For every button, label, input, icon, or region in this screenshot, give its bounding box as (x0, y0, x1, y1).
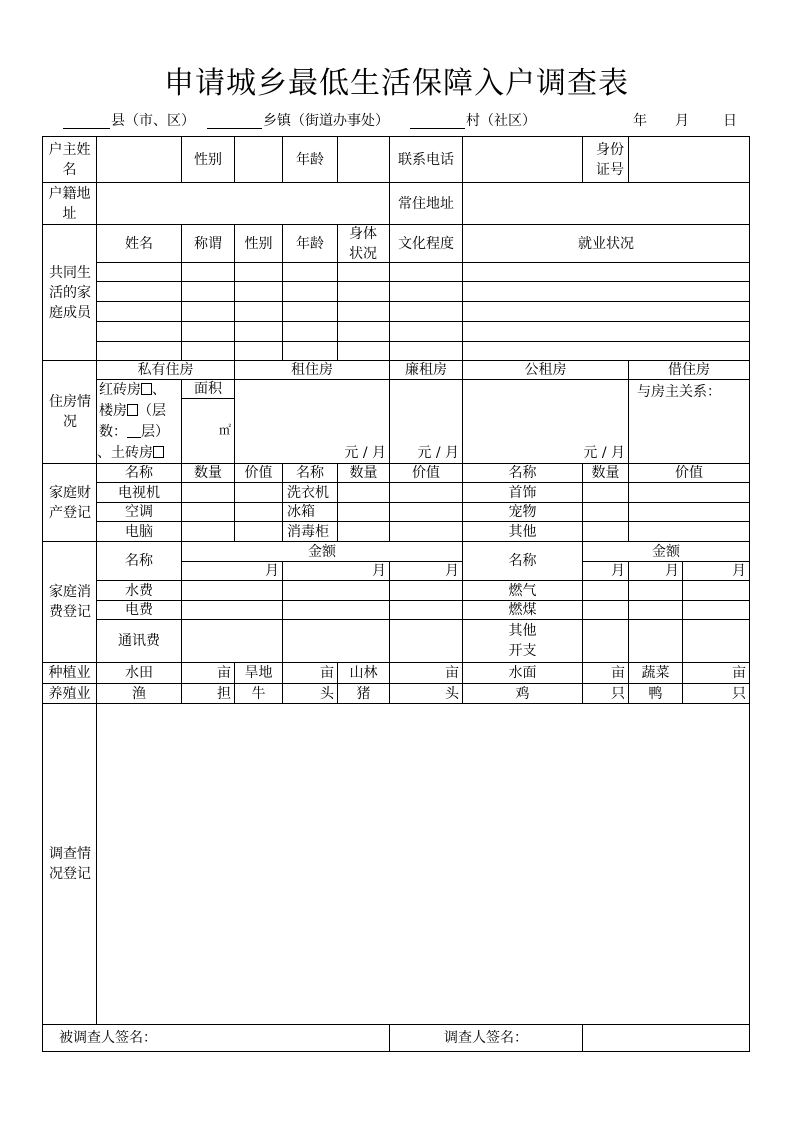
member-col-name: 姓名 (125, 235, 153, 252)
asset-ac: 空调 (125, 504, 153, 520)
planting-vegetable: 蔬菜 (641, 665, 670, 681)
asset-sterilizer: 消毒柜 (287, 523, 329, 540)
consumption-month-1: 月 (265, 563, 279, 579)
consumption-month-2: 月 (372, 563, 386, 579)
planting-forest-unit: 亩 (445, 665, 459, 681)
planting-forest: 山林 (349, 665, 378, 681)
housing-col-borrowed: 借住房 (668, 362, 710, 378)
planting-vegetable-unit: 亩 (732, 665, 746, 681)
village-label: 村（社区） (466, 113, 536, 129)
consumption-col-amount-right: 金额 (652, 543, 680, 560)
expense-coal: 燃煤 (508, 602, 537, 618)
gender-label: 性别 (194, 151, 222, 168)
consumption-month-5: 月 (665, 563, 679, 579)
town-label: 乡镇（街道办事处） (263, 113, 389, 129)
planting-water: 水面 (508, 665, 537, 681)
investigator-signature-label: 调查人签名： (444, 1030, 528, 1046)
red-brick-separator: 、 (152, 382, 166, 398)
survey-notes-area[interactable] (97, 704, 749, 1024)
breeding-pig: 猪 (356, 685, 371, 702)
consumption-col-name-left: 名称 (125, 553, 153, 569)
asset-tv: 电视机 (118, 484, 160, 501)
assets-col-value-3: 价值 (675, 465, 703, 481)
breeding-fish: 渔 (132, 685, 146, 702)
breeding-chicken: 鸡 (515, 685, 530, 702)
asset-washer: 洗衣机 (287, 484, 329, 501)
assets-col-name-1: 名称 (125, 465, 153, 481)
building-label: 楼房 (99, 403, 127, 419)
asset-fridge: 冰箱 (287, 504, 315, 520)
floors-unit: 层） (141, 424, 169, 440)
planting-dryland: 旱地 (244, 665, 273, 681)
rented-rent-unit: 元 / 月 (344, 445, 386, 461)
consumption-section-label: 家庭消费登记 (49, 584, 91, 620)
breeding-fish-unit: 担 (217, 685, 231, 702)
planting-dryland-unit: 亩 (320, 665, 334, 681)
gender-field[interactable] (235, 137, 282, 182)
asset-jewelry: 首饰 (508, 484, 537, 501)
floors-label: 数： (99, 424, 127, 440)
registered-address-field[interactable] (97, 183, 389, 224)
building-checkbox[interactable] (127, 404, 138, 416)
residential-address-label: 常住地址 (398, 195, 454, 212)
planting-label: 种植业 (48, 665, 91, 681)
floors-blank[interactable] (127, 423, 141, 438)
county-blank[interactable] (63, 128, 110, 129)
householder-name-label: 户主姓名 (48, 141, 91, 178)
assets-section-label: 家庭财产登记 (49, 484, 91, 521)
month-label: 月 (675, 113, 689, 129)
mud-brick-label: 、土砖房 (97, 445, 153, 461)
year-label: 年 (633, 113, 647, 129)
survey-section-label: 调查情况登记 (49, 846, 91, 882)
floors-open-label: （层 (138, 403, 166, 419)
area-label: 面积 (194, 381, 222, 397)
town-blank[interactable] (207, 128, 262, 129)
member-col-relation: 称谓 (194, 235, 222, 252)
page-title: 申请城乡最低生活保障入户调查表 (164, 66, 629, 101)
area-unit: ㎡ (218, 423, 231, 437)
asset-other: 其他 (508, 523, 537, 540)
assets-col-qty-3: 数量 (591, 465, 620, 481)
red-brick-label: 红砖房 (99, 382, 141, 398)
consumption-month-3: 月 (445, 563, 459, 579)
expense-gas: 燃气 (508, 582, 537, 599)
member-col-health: 身体状况 (349, 225, 377, 262)
asset-pets: 宠物 (508, 504, 537, 520)
county-label: 县（市、区） (111, 113, 195, 129)
member-col-gender: 性别 (244, 235, 273, 252)
planting-paddy-unit: 亩 (217, 665, 231, 681)
breeding-pig-unit: 头 (445, 685, 459, 702)
consumption-col-amount-left: 金额 (308, 543, 336, 560)
consumption-month-6: 月 (732, 563, 746, 579)
member-col-education: 文化程度 (398, 235, 454, 252)
consumption-col-name-right: 名称 (508, 553, 537, 569)
consumption-month-4: 月 (611, 563, 625, 579)
assets-col-qty-2: 数量 (349, 465, 378, 481)
expense-other: 其他开支 (508, 623, 537, 659)
assets-col-value-1: 价值 (244, 465, 273, 481)
householder-name-field[interactable] (97, 137, 181, 182)
id-card-label: 身份证号 (596, 141, 624, 178)
member-col-age: 年龄 (296, 235, 324, 252)
planting-water-unit: 亩 (611, 665, 625, 681)
private-housing-type-options (99, 380, 181, 464)
investigator-signature-field[interactable] (583, 1025, 749, 1051)
relation-to-owner-label: 与房主关系： (637, 384, 721, 400)
day-label: 日 (723, 113, 737, 129)
age-field[interactable] (338, 137, 389, 182)
id-card-field[interactable] (629, 137, 749, 182)
low-rent-unit: 元 / 月 (417, 445, 459, 461)
assets-col-qty-1: 数量 (194, 465, 222, 481)
phone-field[interactable] (463, 137, 582, 182)
phone-label: 联系电话 (398, 151, 454, 168)
member-col-employment: 就业状况 (578, 235, 634, 252)
planting-paddy: 水田 (125, 665, 153, 681)
assets-col-value-2: 价值 (412, 465, 440, 481)
breeding-cattle-unit: 头 (320, 685, 334, 702)
red-brick-checkbox[interactable] (141, 383, 152, 395)
housing-col-private: 私有住房 (137, 362, 194, 378)
assets-col-name-3: 名称 (508, 465, 537, 481)
breeding-duck-unit: 只 (732, 685, 746, 702)
respondent-signature-label: 被调查人签名： (59, 1030, 157, 1046)
residential-address-field[interactable] (463, 183, 749, 224)
breeding-label: 养殖业 (48, 685, 91, 702)
registered-address-label: 户籍地址 (48, 185, 91, 222)
village-blank[interactable] (410, 128, 465, 129)
asset-computer: 电脑 (125, 523, 153, 540)
assets-col-name-2: 名称 (296, 465, 324, 481)
members-section-label: 共同生活的家庭成员 (49, 264, 91, 321)
expense-telecom: 通讯费 (118, 633, 160, 649)
breeding-duck: 鸭 (648, 685, 663, 702)
mud-brick-checkbox[interactable] (153, 446, 164, 458)
public-rent-unit: 元 / 月 (583, 445, 625, 461)
breeding-cattle: 牛 (251, 685, 266, 702)
housing-col-rented: 租住房 (291, 362, 333, 378)
expense-electricity: 电费 (125, 602, 153, 618)
housing-col-low-rent: 廉租房 (405, 362, 447, 378)
housing-col-public-rent: 公租房 (524, 362, 567, 378)
expense-water: 水费 (125, 582, 153, 599)
housing-section-label: 住房情况 (49, 394, 91, 430)
breeding-chicken-unit: 只 (611, 685, 625, 702)
age-label: 年龄 (296, 151, 324, 168)
